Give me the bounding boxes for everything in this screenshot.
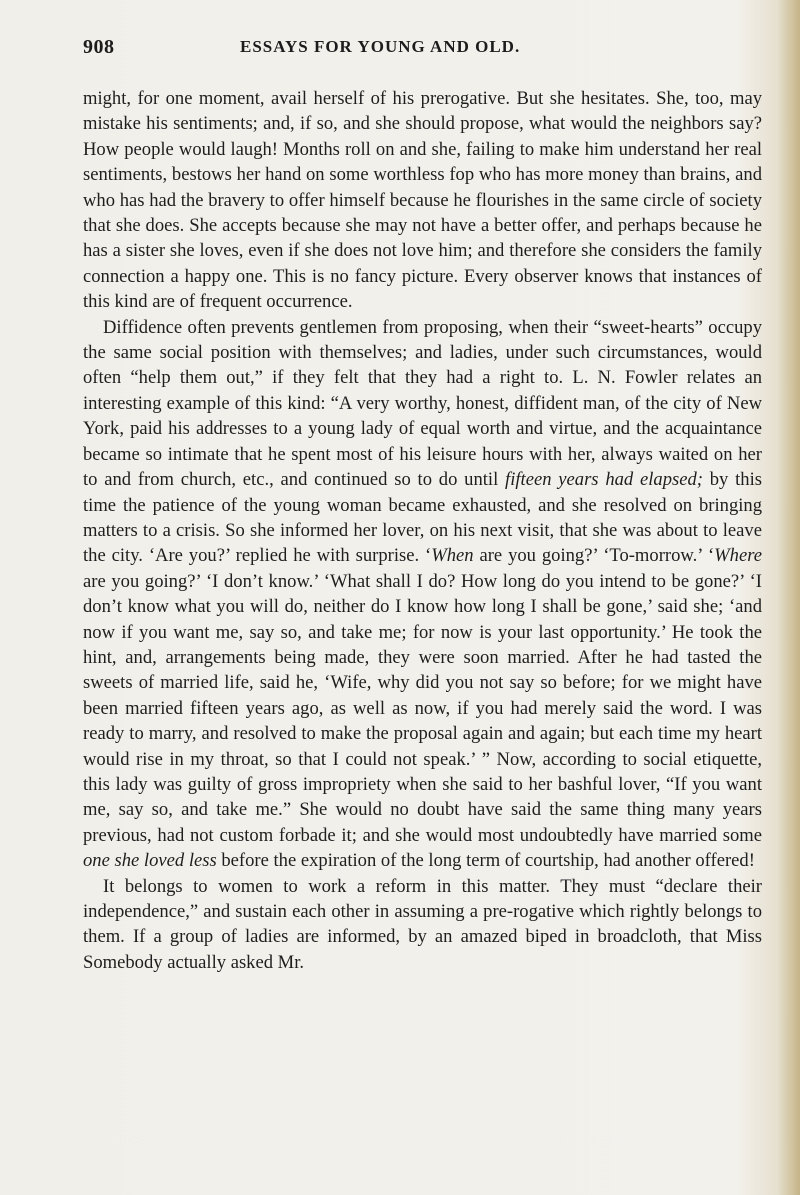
italic-run: Where	[714, 545, 762, 567]
text-run: are you going?’ ‘I don’t know.’ ‘What shall I do? How long do you intend to be gone?’ ‘I don’t know what you will do, neither do I know how long I shall be gone,’ said she; ‘and now if you want me, say so, and take me; for now is your last opportunity.’ He took the hint, and, arrangements being made, they were soon married. After he had tasted the sweets of married life, said he, ‘Wife, why did you not say so before; for we might have been married fifteen years ago, as well as now, if you had merely said the word. I was ready to marry, and resolved to make the proposal again and again; but each time my heart would rise in my throat, so that I could not speak.’ ” Now, according to social etiquette, this lady was guilty of gross impropriety when she said to her bashful lover, “If you want me, say so, and take me.” She would no doubt have said the same thing many years previous, had not custom forbade it; and she would most undoubtedly have married some	[83, 570, 762, 846]
text-run: before the expiration of the long term of courtship, had another offered!	[216, 850, 755, 872]
italic-run: one she loved less	[83, 850, 217, 872]
page-number: 908	[83, 36, 115, 58]
paragraph-2	[83, 315, 762, 874]
text-run: by this time the patience of the young woman became exhausted, and she resolved on bringing matters to a crisis. So she informed her lover, on his next visit, that she was about to leave the city. ‘Are you?’ replied he with surprise. ‘	[83, 469, 762, 567]
italic-run: fifteen years had elapsed;	[505, 469, 703, 491]
running-title: ESSAYS FOR YOUNG AND OLD.	[240, 37, 521, 56]
italic-run: When	[431, 545, 474, 567]
running-head	[83, 36, 723, 60]
text-run: are you going?’ ‘To-morrow.’ ‘	[473, 545, 715, 567]
text-run: might, for one moment, avail herself of his prerogative. But she hesitates. She, too, may mistake his sentiments; and, if so, and she should propose, what would the neighbors say? How people would laugh! Months roll on and she, failing to make him understand her real sentiments, bestows her hand on some worthless fop who has more money than brains, and who has had the bravery to offer himself because he flourishes in the same circle of society that she does. She accepts because she may not have a better offer, and perhaps because he has a sister she loves, even if she does not love him; and therefore she considers the family connection a happy one. This is no fancy picture. Every observer knows that instances of this kind are of frequent occurrence.	[83, 88, 762, 313]
body-text	[83, 86, 762, 975]
paragraph-3	[83, 874, 762, 976]
text-run: It belongs to women to work a reform in this matter. They must “declare their independence,” and sustain each other in assuming a pre-rogative which rightly belongs to them. If a group of ladies are informed, by an amazed biped in broadcloth, that Miss Somebody actually asked Mr.	[83, 875, 762, 973]
text-run: Diffidence often prevents gentlemen from proposing, when their “sweet-hearts” occupy the same social position with themselves; and ladies, under such circumstances, would often “help them out,” if they felt that they had a right to. L. N. Fowler relates an interesting example of this kind: “A very worthy, honest, diffident man, of the city of New York, paid his addresses to a young lady of equal worth and virtue, and the acquaintance became so intimate that he spent most of his leisure hours with her, always waited on her to and from church, etc., and continued so to do until	[83, 316, 762, 491]
paragraph-1	[83, 86, 762, 315]
page-edge-shadow	[778, 0, 800, 1195]
